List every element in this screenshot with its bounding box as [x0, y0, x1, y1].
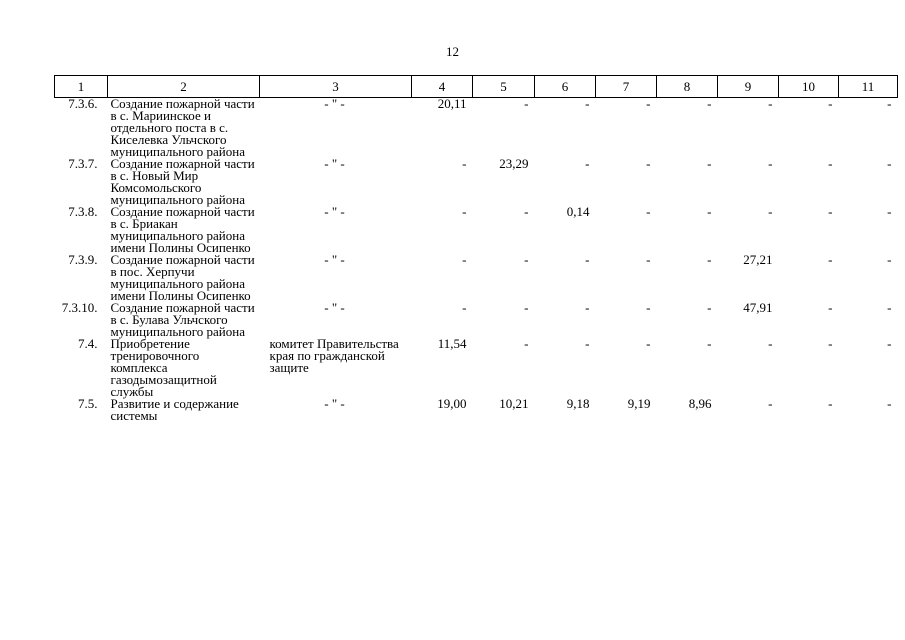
row-value: - — [707, 156, 712, 171]
row-executor: - " - — [324, 156, 345, 171]
header-col-9: 9 — [718, 76, 779, 98]
row-value: - — [828, 300, 833, 315]
row-value: - — [828, 96, 833, 111]
row-value: - — [768, 156, 773, 171]
row-value: - — [887, 204, 892, 219]
row-value: - — [887, 300, 892, 315]
row-name: Создание пожарной части в с. Булава Ульчского муниципального района — [110, 300, 255, 339]
row-value: - — [462, 204, 467, 219]
row-value: - — [887, 396, 892, 411]
row-value: - — [707, 204, 712, 219]
row-value: - — [524, 96, 529, 111]
row-name: Создание пожарной части в пос. Херпучи муниципального района имени Полины Осипенко — [110, 252, 255, 303]
row-value: - — [585, 336, 590, 351]
row-value: - — [585, 300, 590, 315]
row-value: - — [768, 396, 773, 411]
row-executor: - " - — [324, 396, 345, 411]
row-value: 11,54 — [437, 336, 467, 351]
row-name: Создание пожарной части в с. Новый Мир Комсомольского муниципального района — [110, 156, 255, 207]
row-value: - — [707, 96, 712, 111]
row-value: - — [828, 252, 833, 267]
row-value: - — [828, 156, 833, 171]
row-executor: комитет Правительства края по гражданской защите — [269, 336, 399, 375]
row-value: 20,11 — [437, 96, 467, 111]
row-value: - — [646, 252, 651, 267]
row-value: - — [462, 156, 467, 171]
header-col-10: 10 — [779, 76, 839, 98]
header-col-7: 7 — [596, 76, 657, 98]
row-value: - — [585, 156, 590, 171]
row-value: - — [707, 252, 712, 267]
table-row — [55, 398, 898, 422]
table-row — [55, 338, 898, 398]
row-value: - — [585, 96, 590, 111]
header-col-11: 11 — [839, 76, 898, 98]
row-value: - — [524, 300, 529, 315]
row-number: 7.3.9. — [68, 252, 98, 267]
row-number: 7.3.10. — [61, 300, 98, 315]
row-executor: - " - — [324, 96, 345, 111]
row-value: - — [707, 336, 712, 351]
table-header-row — [55, 76, 898, 98]
row-value: 8,96 — [688, 396, 712, 411]
header-col-1: 1 — [55, 76, 108, 98]
row-value: - — [646, 336, 651, 351]
row-value: - — [646, 96, 651, 111]
row-value: 10,21 — [499, 396, 529, 411]
row-value: - — [585, 252, 590, 267]
row-value: - — [646, 300, 651, 315]
table-row — [55, 158, 898, 206]
row-value: - — [887, 252, 892, 267]
header-col-4: 4 — [412, 76, 473, 98]
row-executor: - " - — [324, 252, 345, 267]
row-value: - — [768, 336, 773, 351]
row-value: - — [768, 96, 773, 111]
row-value: - — [887, 156, 892, 171]
row-number: 7.3.6. — [68, 96, 98, 111]
row-name: Создание пожарной части в с. Мариинское и отдельного поста в с. Киселевка Ульчского муниципального района — [110, 96, 255, 159]
row-value: 9,19 — [627, 396, 651, 411]
row-value: - — [462, 300, 467, 315]
row-name: Приобретение тренировочного комплекса газодымозащитной службы — [110, 336, 217, 399]
row-value: 23,29 — [499, 156, 529, 171]
row-value: - — [887, 336, 892, 351]
row-executor: - " - — [324, 300, 345, 315]
row-number: 7.3.7. — [68, 156, 98, 171]
header-col-2: 2 — [108, 76, 260, 98]
row-value: - — [462, 252, 467, 267]
row-value: - — [828, 336, 833, 351]
row-value: 9,18 — [566, 396, 590, 411]
table-row — [55, 98, 898, 159]
row-value: - — [646, 204, 651, 219]
row-value: - — [828, 204, 833, 219]
row-value: - — [524, 336, 529, 351]
row-executor: - " - — [324, 204, 345, 219]
row-value: - — [646, 156, 651, 171]
row-value: - — [828, 396, 833, 411]
row-value: 19,00 — [437, 396, 467, 411]
row-value: - — [707, 300, 712, 315]
table-row — [55, 206, 898, 254]
header-col-8: 8 — [657, 76, 718, 98]
row-value: 47,91 — [743, 300, 773, 315]
row-number: 7.3.8. — [68, 204, 98, 219]
table-row — [55, 254, 898, 302]
header-col-3: 3 — [260, 76, 412, 98]
row-value: - — [524, 204, 529, 219]
row-value: - — [768, 204, 773, 219]
table-row — [55, 302, 898, 338]
row-value: - — [887, 96, 892, 111]
row-value: 27,21 — [743, 252, 773, 267]
row-value: - — [524, 252, 529, 267]
header-col-6: 6 — [535, 76, 596, 98]
row-number: 7.4. — [78, 336, 98, 351]
page-number: 12 — [446, 44, 459, 59]
row-number: 7.5. — [78, 396, 98, 411]
header-col-5: 5 — [473, 76, 535, 98]
row-value: 0,14 — [566, 204, 590, 219]
row-name: Создание пожарной части в с. Бриакан муниципального района имени Полины Осипенко — [110, 204, 255, 255]
row-name: Развитие и содержание системы — [110, 396, 239, 423]
program-table — [54, 75, 898, 422]
